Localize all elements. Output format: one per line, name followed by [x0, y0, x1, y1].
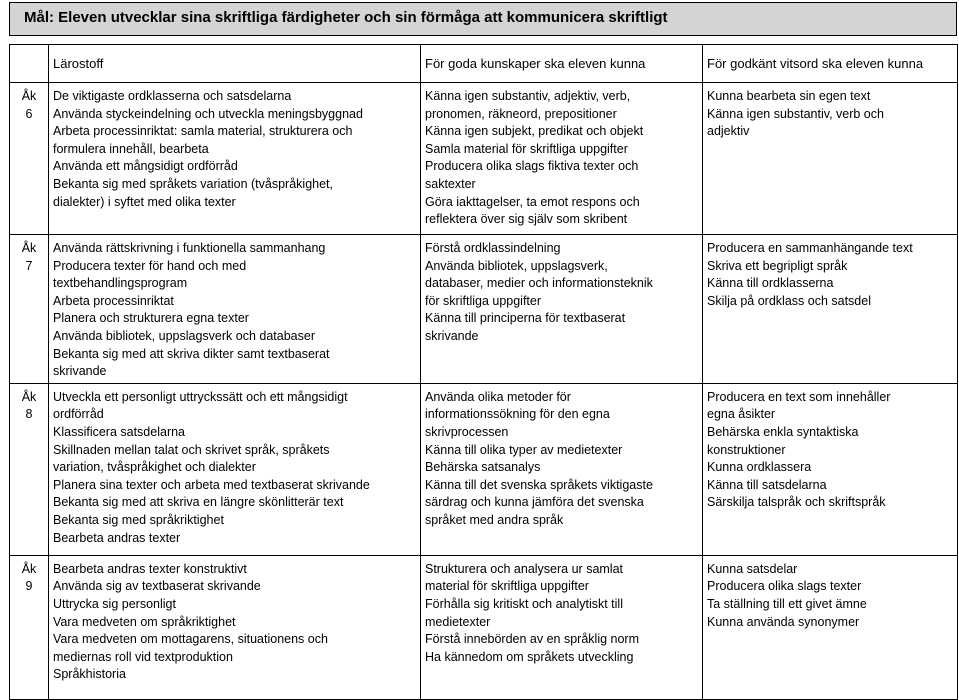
godkaent-vitsord-cell	[703, 383, 958, 555]
list-item: skrivande	[425, 328, 479, 343]
list-item: Producera olika slags texter	[707, 579, 862, 594]
list-item: dialekter) i syftet med olika texter	[53, 194, 236, 209]
table-row	[10, 555, 958, 699]
header-godkaent-vitsord: För godkänt vitsord ska eleven kunna	[703, 45, 958, 83]
year-number: 8	[25, 407, 33, 422]
list-item: Känna till det svenska språkets viktigaste	[425, 477, 653, 492]
goda-kunskaper-cell	[421, 555, 703, 699]
list-item: Använda olika metoder för	[425, 389, 571, 404]
list-item: Samla material för skriftliga uppgifter	[425, 141, 628, 156]
header-goda-kunskaper: För goda kunskaper ska eleven kunna	[421, 45, 703, 83]
list-item: medietexter	[425, 614, 491, 629]
list-item: Skilja på ordklass och satsdel	[707, 293, 871, 308]
list-item: Utveckla ett personligt uttryckssätt och ett mångsidigt	[53, 389, 348, 404]
year-number: 9	[25, 579, 33, 594]
list-item: Strukturera och analysera ur samlat	[425, 561, 624, 576]
list-item: Använda styckeindelning och utveckla meningsbyggnad	[53, 106, 363, 121]
goda-kunskaper-cell	[421, 83, 703, 235]
table-row	[10, 235, 958, 384]
list-item: Bekanta sig med språkriktighet	[53, 512, 224, 527]
year-label: Åk	[21, 561, 37, 576]
list-item: konstruktioner	[707, 442, 786, 457]
year-number: 7	[25, 258, 33, 273]
list-item: Vara medveten om mottagarens, situationens och	[53, 632, 328, 647]
list-item: Känna till ordklasserna	[707, 276, 834, 291]
list-item: Klassificera satsdelarna	[53, 424, 186, 439]
list-item: formulera innehåll, bearbeta	[53, 141, 209, 156]
list-item: Använda rättskrivning i funktionella sammanhang	[53, 241, 326, 255]
list-item: särdrag och kunna jämföra det svenska	[425, 495, 644, 510]
list-item: Känna igen substantiv, verb och	[707, 106, 884, 121]
list-item: Förstå innebörden av en språklig norm	[425, 632, 640, 647]
list-item: Bekanta sig med att skriva en längre skönlitterär text	[53, 495, 344, 510]
year-label: Åk	[21, 241, 37, 255]
laerostoff-cell	[49, 555, 421, 699]
header-laerostoff: Lärostoff	[49, 45, 421, 83]
list-item: Känna till olika typer av medietexter	[425, 442, 623, 457]
list-item: Producera en sammanhängande text	[707, 241, 913, 255]
year-cell	[10, 383, 49, 555]
list-item: adjektiv	[707, 124, 750, 139]
list-item: Språkhistoria	[53, 667, 126, 682]
list-item: Vara medveten om språkriktighet	[53, 614, 236, 629]
list-item: Arbeta processinriktat: samla material, strukturera och	[53, 124, 353, 139]
list-item: Behärska enkla syntaktiska	[707, 424, 859, 439]
year-cell	[10, 83, 49, 235]
list-item: Använda ett mångsidigt ordförråd	[53, 159, 238, 174]
list-item: De viktigaste ordklasserna och satsdelarna	[53, 89, 292, 103]
list-item: mediernas roll vid textproduktion	[53, 649, 233, 664]
curriculum-table	[9, 44, 958, 700]
list-item: Ha kännedom om språkets utveckling	[425, 649, 634, 664]
page-title: Mål: Eleven utvecklar sina skriftliga färdigheter och sin förmåga att kommunicera skriftligt	[24, 9, 668, 26]
list-item: Kunna använda synonymer	[707, 614, 860, 629]
list-item: Bekanta sig med att skriva dikter samt textbaserat	[53, 346, 330, 361]
list-item: Bekanta sig med språkets variation (tvåspråkighet,	[53, 176, 333, 191]
list-item: Planera och strukturera egna texter	[53, 311, 249, 326]
list-item: Skillnaden mellan talat och skrivet språk, språkets	[53, 442, 330, 457]
table-row	[10, 383, 958, 555]
list-item: skrivprocessen	[425, 424, 509, 439]
list-item: Använda bibliotek, uppslagsverk och databaser	[53, 328, 315, 343]
laerostoff-cell	[49, 83, 421, 235]
godkaent-vitsord-cell	[703, 235, 958, 384]
godkaent-vitsord-cell	[703, 83, 958, 235]
list-item: för skriftliga uppgifter	[425, 293, 542, 308]
list-item: pronomen, räkneord, prepositioner	[425, 106, 617, 121]
laerostoff-cell	[49, 235, 421, 384]
list-item: Producera olika slags fiktiva texter och	[425, 159, 639, 174]
list-item: Ta ställning till ett givet ämne	[707, 596, 867, 611]
list-item: reflektera över sig själv som skribent	[425, 212, 628, 227]
list-item: Kunna bearbeta sin egen text	[707, 89, 871, 103]
list-item: språket med andra språk	[425, 512, 564, 527]
list-item: Känna till principerna för textbaserat	[425, 311, 626, 326]
list-item: egna åsikter	[707, 407, 776, 422]
list-item: Producera texter för hand och med	[53, 258, 247, 273]
godkaent-vitsord-cell	[703, 555, 958, 699]
list-item: Skriva ett begripligt språk	[707, 258, 848, 273]
goda-kunskaper-cell	[421, 383, 703, 555]
year-cell	[10, 235, 49, 384]
year-label: Åk	[21, 389, 37, 404]
list-item: Göra iakttagelser, ta emot respons och	[425, 194, 640, 209]
list-item: Uttrycka sig personligt	[53, 596, 176, 611]
list-item: Planera sina texter och arbeta med textbaserat skrivande	[53, 477, 370, 492]
list-item: saktexter	[425, 176, 476, 191]
list-item: Förstå ordklassindelning	[425, 241, 561, 255]
list-item: Behärska satsanalys	[425, 460, 541, 475]
list-item: Bearbeta andras texter konstruktivt	[53, 561, 247, 576]
laerostoff-cell	[49, 383, 421, 555]
list-item: Använda bibliotek, uppslagsverk,	[425, 258, 608, 273]
list-item: Förhålla sig kritiskt och analytiskt till	[425, 596, 623, 611]
table-row	[10, 83, 958, 235]
list-item: informationssökning för den egna	[425, 407, 610, 422]
list-item: Känna igen substantiv, adjektiv, verb,	[425, 89, 631, 103]
list-item: databaser, medier och informationsteknik	[425, 276, 653, 291]
list-item: Använda sig av textbaserat skrivande	[53, 579, 261, 594]
list-item: ordförråd	[53, 407, 104, 422]
title-bar	[9, 2, 957, 36]
year-label: Åk	[21, 89, 37, 103]
year-number: 6	[25, 106, 33, 121]
year-cell	[10, 555, 49, 699]
list-item: Bearbeta andras texter	[53, 530, 181, 545]
table-header-row	[10, 45, 958, 83]
list-item: Kunna ordklassera	[707, 460, 812, 475]
list-item: Arbeta processinriktat	[53, 293, 174, 308]
list-item: skrivande	[53, 364, 107, 379]
list-item: Känna igen subjekt, predikat och objekt	[425, 124, 644, 139]
header-year-cell	[10, 45, 49, 83]
goda-kunskaper-cell	[421, 235, 703, 384]
list-item: Producera en text som innehåller	[707, 389, 891, 404]
list-item: Kunna satsdelar	[707, 561, 798, 576]
list-item: Särskilja talspråk och skriftspråk	[707, 495, 886, 510]
list-item: textbehandlingsprogram	[53, 276, 188, 291]
list-item: variation, tvåspråkighet och dialekter	[53, 460, 256, 475]
list-item: Känna till satsdelarna	[707, 477, 827, 492]
list-item: material för skriftliga uppgifter	[425, 579, 589, 594]
